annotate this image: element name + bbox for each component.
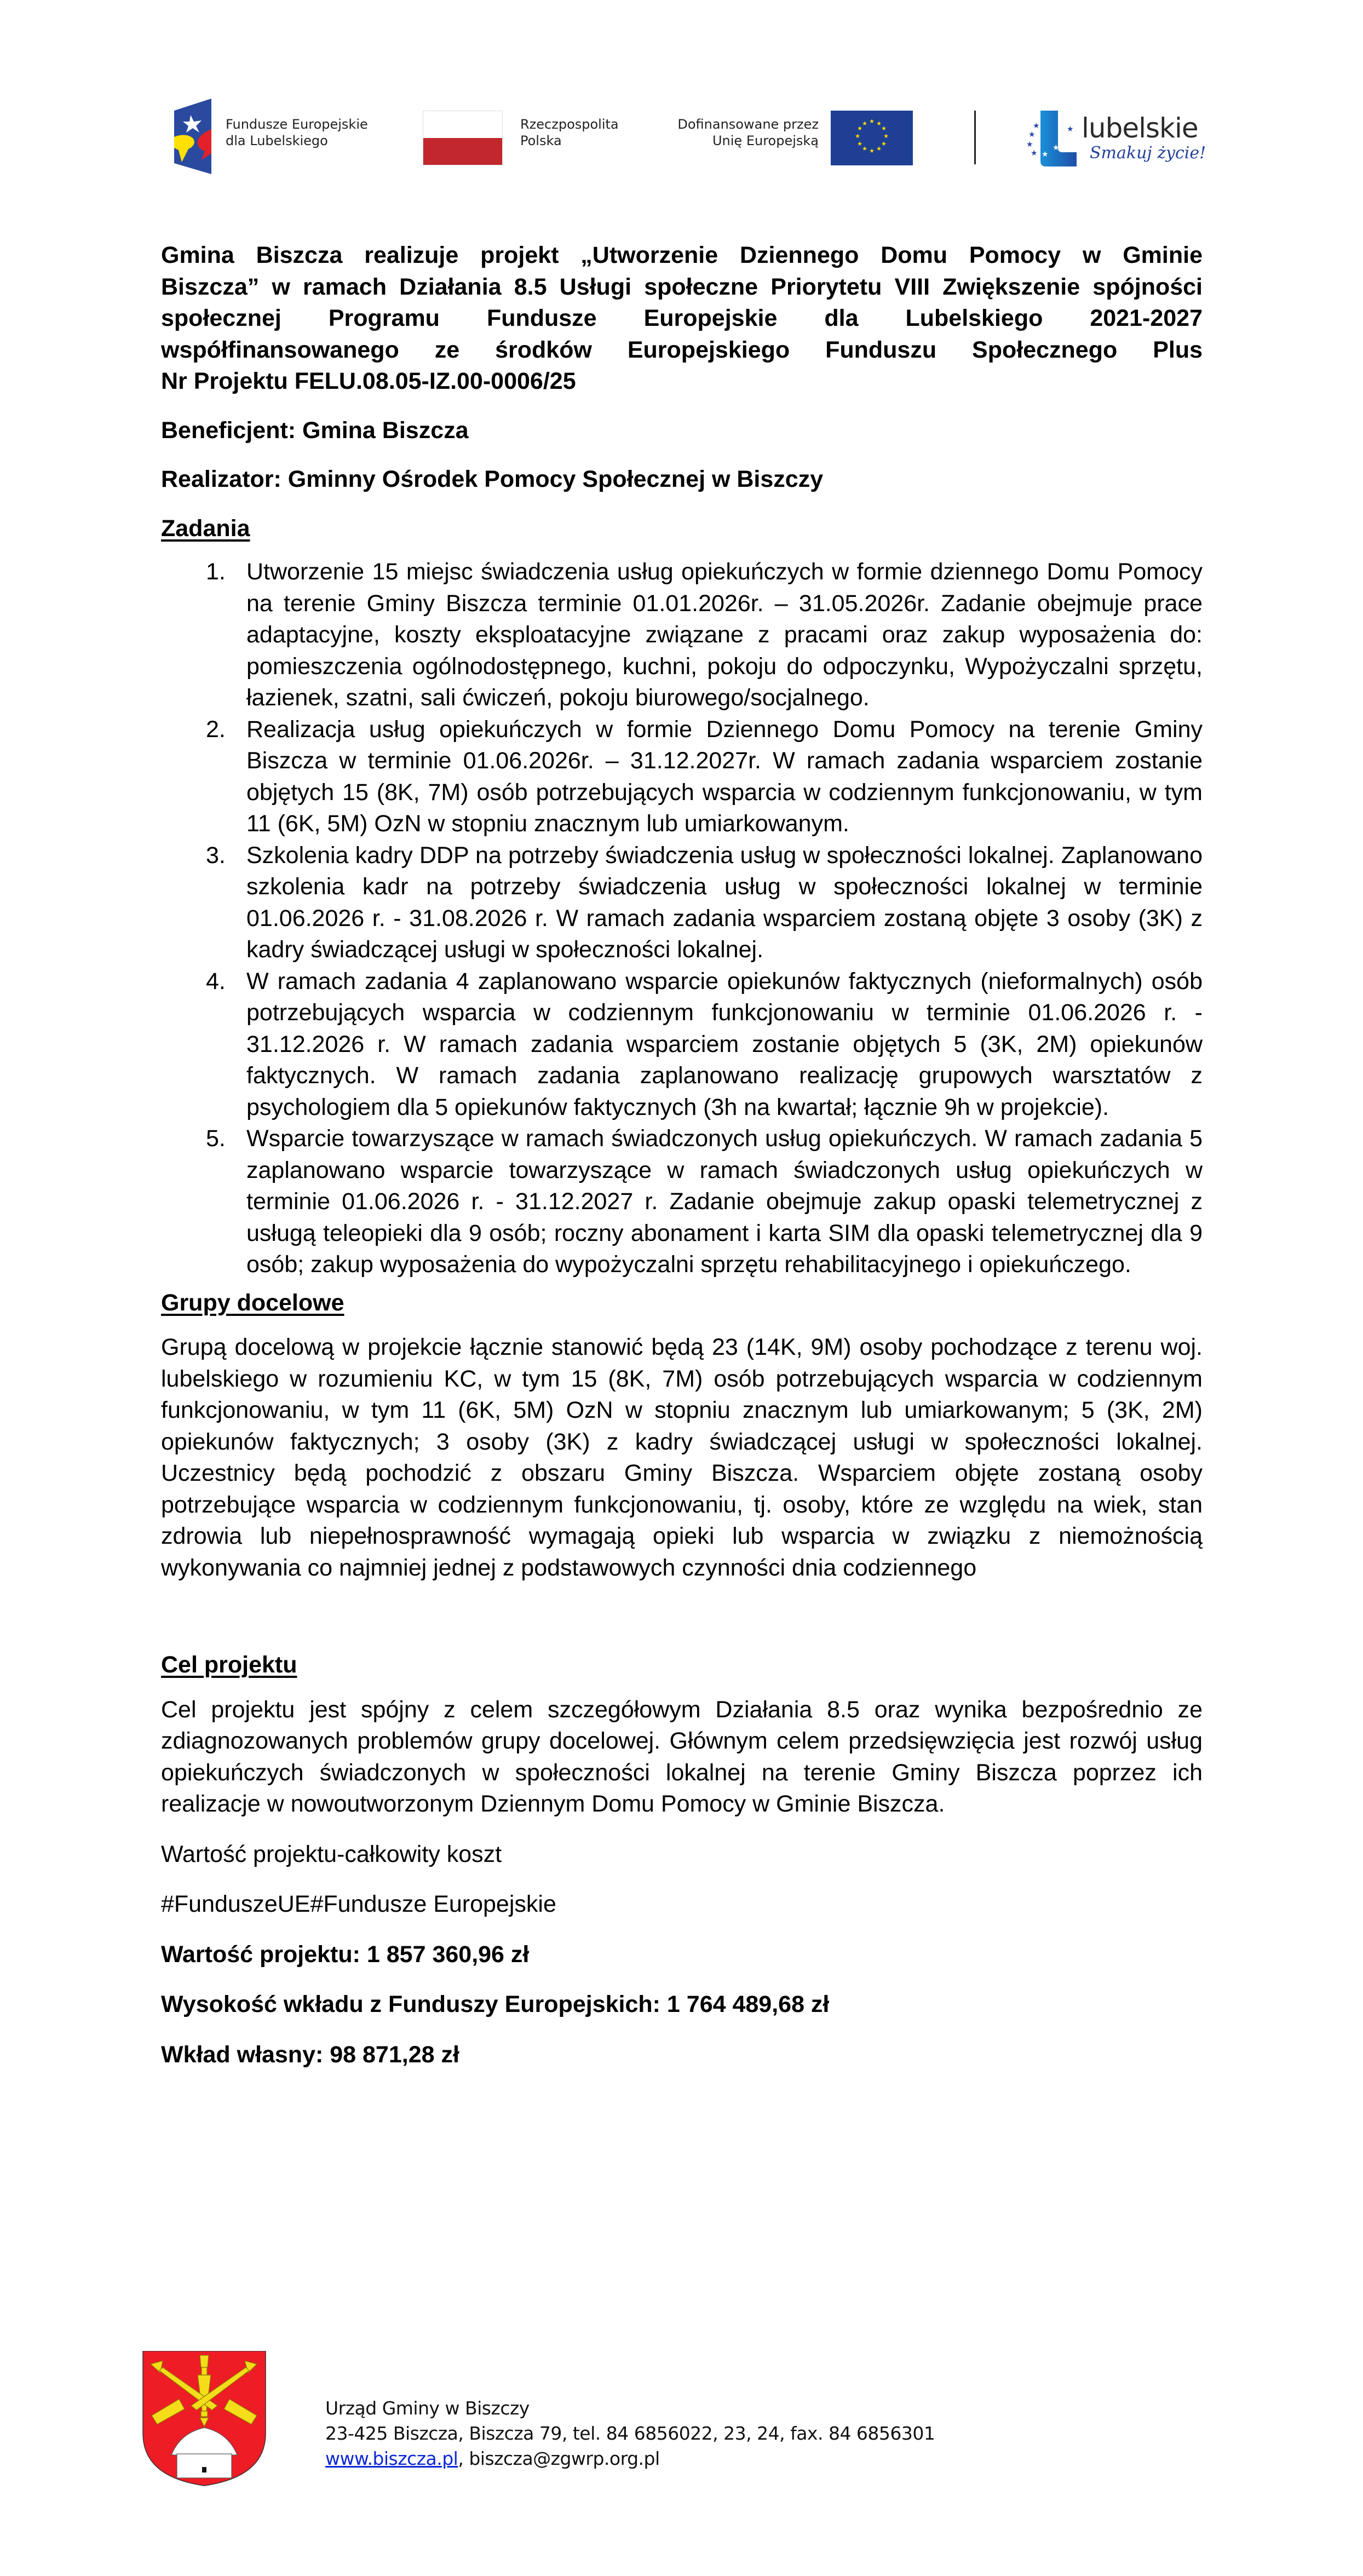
email-text: biszcza@zgwrp.org.pl <box>469 2448 660 2469</box>
website-link[interactable]: www.biszcza.pl <box>325 2448 458 2469</box>
office-address: 23-425 Biszcza, Biszcza 79, tel. 84 6856022, 23, 24, fax. 84 6856301 <box>325 2423 935 2444</box>
task-number: 5. <box>206 1125 226 1152</box>
task-text: Szkolenia kadry DDP na potrzeby świadczenia usług w społeczności lokalnej. Zaplanowano szkolenia kadr na potrzeby świadczenia usług w społeczności lokalnej w terminie 01.06.2026 r. - 31.08.2026 r. W ramach zadania wsparciem zostaną objęte 3 osoby (3K) z kadry świadczącej usługi w społeczności lokalnej. <box>246 842 1203 963</box>
office-name: Urząd Gminy w Biszczy <box>325 2397 530 2419</box>
svg-text:★: ★ <box>855 133 860 140</box>
svg-text:★: ★ <box>1028 130 1036 139</box>
task-text: Realizacja usług opiekuńczych w formie Dziennego Domu Pomocy na terenie Gminy Biszcza w terminie 01.06.2026r. – 31.12.2027r. W ramach zadania wsparciem zostanie objętych 15 (8K, 7M) osób potrzebujących wsparcia w codziennym funkcjonowaniu, w tym 11 (6K, 5M) OzN w stopniu znacznym lub umiarkowanym. <box>246 716 1203 837</box>
task-number: 2. <box>206 716 226 743</box>
svg-text:★: ★ <box>881 140 887 147</box>
task-text: Utworzenie 15 miejsc świadczenia usług opiekuńczych w formie dziennego Domu Pomocy na terenie Gminy Biszcza terminie 01.01.2026r. – 31.05.2026r. Zadanie obejmuje prace adaptacyjne, koszty eksploatacyjne związane z pracami oraz zakup wyposażenia do: pomieszczenia ogólnodostępnego, kuchni, pokoju do odpoczynku, Wypożyczalni sprzętu, łazienek, szatni, sali ćwiczeń, pokoju biurowego/socjalnego. <box>246 559 1203 711</box>
svg-text:★: ★ <box>1042 150 1049 159</box>
eu-cofinancing-text <box>654 116 819 149</box>
own-contribution: Wkład własny: 98 871,28 zł <box>161 2041 459 2068</box>
eu-flag-icon <box>831 111 913 165</box>
svg-text:★: ★ <box>857 140 862 147</box>
svg-text:★: ★ <box>883 133 889 140</box>
svg-text:★: ★ <box>1033 122 1040 130</box>
hashtags: #FunduszeUE#Fundusze Europejskie <box>161 1891 556 1917</box>
project-value-label: Wartość projektu-całkowity koszt <box>161 1841 502 1867</box>
task-text: Wsparcie towarzyszące w ramach świadczonych usług opiekuńczych. W ramach zadania 5 zaplanowano wsparcie towarzyszące w ramach świadczonych usług opiekuńczych w terminie 01.06.2026 r. - 31.12.2027 r. Zadanie obejmuje zakup opaski telemetrycznej z usługą teleopieki dla 9 osób; roczny abonament i karta SIM dla opaski telemetrycznej dla 9 osób; zakup wyposażenia do wypożyczalni sprzętu rehabilitacyjnego i opiekuńczego. <box>246 1125 1203 1278</box>
svg-text:★: ★ <box>876 120 882 127</box>
title-line: współfinansowanego ze środków Europejskiego Funduszu Społecznego Plus <box>161 336 1203 363</box>
title-line: Nr Projektu FELU.08.05-IZ.00-0006/25 <box>161 368 576 394</box>
fundusze-europejskie-icon <box>174 99 214 174</box>
lubelskie-tagline: Smakuj życie! <box>1090 143 1206 163</box>
tasks-heading: Zadania <box>161 515 250 542</box>
beneficiary: Beneficjent: Gmina Biszcza <box>161 417 469 444</box>
tasks-list <box>161 556 1203 1281</box>
project-value: Wartość projektu: 1 857 360,96 zł <box>161 1941 530 1968</box>
task-text: W ramach zadania 4 zaplanowano wsparcie opiekunów faktycznych (nieformalnych) osób potrzebujących wsparcia w codziennym funkcjonowaniu w terminie 01.06.2026 r. - 31.12.2026 r. W ramach zadania wsparciem zostanie objętych 5 (3K, 2M) opiekunów faktycznych. W ramach zadania zaplanowano realizację grupowych warsztatów z psychologiem dla 5 opiekunów faktycznych (3h na kwartał; łącznie 9h w projekcie). <box>246 968 1203 1120</box>
polish-flag-icon <box>423 111 503 165</box>
svg-text:★: ★ <box>862 145 867 152</box>
svg-text:★: ★ <box>869 147 875 154</box>
footer-contact <box>325 2396 935 2471</box>
eu-funds-contribution: Wysokość wkładu z Funduszy Europejskich: 1 764 489,68 zł <box>161 1991 830 2017</box>
fundusze-europejskie-text <box>226 116 368 149</box>
project-title <box>161 240 1203 398</box>
fe-line-1: Fundusze Europejskie <box>226 117 368 132</box>
coat-of-arms-icon <box>141 2351 268 2487</box>
rzeczpospolita-text <box>520 116 619 149</box>
task-item <box>161 966 1203 1124</box>
title-line: społecznej Programu Fundusze Europejskie dla Lubelskiego 2021-2027 <box>161 305 1203 331</box>
task-item <box>161 1123 1203 1281</box>
svg-text:★: ★ <box>862 120 867 127</box>
title-line: Gmina Biszcza realizuje projekt „Utworzenie Dziennego Domu Pomocy w Gminie <box>161 242 1203 268</box>
lubelskie-wordmark: lubelskie <box>1082 112 1198 144</box>
project-goal-heading: Cel projektu <box>161 1652 297 1678</box>
pl-line-2: Polska <box>520 133 562 148</box>
task-item <box>161 840 1203 966</box>
svg-text:★: ★ <box>1031 149 1038 158</box>
svg-text:★: ★ <box>1053 143 1060 152</box>
task-number: 1. <box>206 559 226 585</box>
target-groups-text: Grupą docelową w projekcie łącznie stanowić będą 23 (14K, 9M) osoby pochodzące z terenu woj. lubelskiego w rozumieniu KC, w tym 15 (8K, 7M) osób potrzebujących wsparcia w codziennym funkcjonowaniu, w tym 11 (6K, 5M) OzN w stopniu znacznym lub umiarkowanym; 5 (3K, 2M) opiekunów faktycznych; 3 osoby (3K) z kadry świadczącej usługi w społeczności lokalnej. Uczestnicy będą pochodzić z obszaru Gminy Biszcza. Wsparciem objęte zostaną osoby potrzebujące wsparcia w codziennym funkcjonowaniu, tj. osoby, które ze względu na wiek, stan zdrowia lub niepełnosprawność wymagają opieki lub wsparcia w związku z niemożnością wykonywania co najmniej jednej z podstawowych czynności dnia codziennego <box>161 1334 1203 1581</box>
title-line: Biszcza” w ramach Działania 8.5 Usługi społeczne Priorytetu VIII Zwiększenie spójności <box>161 273 1203 300</box>
svg-text:★: ★ <box>869 118 875 125</box>
target-groups-heading: Grupy docelowe <box>161 1289 344 1316</box>
task-item <box>161 714 1203 840</box>
implementer: Realizator: Gminny Ośrodek Pomocy Społecznej w Biszczy <box>161 466 824 492</box>
svg-text:★: ★ <box>881 125 887 132</box>
task-number: 3. <box>206 842 226 869</box>
document-body <box>161 240 1203 2071</box>
svg-text:★: ★ <box>1067 125 1074 134</box>
svg-text:★: ★ <box>857 125 862 132</box>
task-number: 4. <box>206 968 226 994</box>
svg-text:★: ★ <box>1026 140 1033 149</box>
svg-text:★: ★ <box>876 145 882 152</box>
contact-links <box>325 2446 935 2471</box>
task-item <box>161 556 1203 714</box>
fe-line-2: dla Lubelskiego <box>226 133 328 148</box>
separator: , <box>458 2448 469 2469</box>
project-goal-text: Cel projektu jest spójny z celem szczegółowym Działania 8.5 oraz wynika bezpośrednio ze zdiagnozowanych problemów grupy docelowej. Głównym celem przedsięwzięcia jest rozwój usług opiekuńczych świadczonych w społeczności lokalnej na terenie Gminy Biszcza poprzez ich realizacje w nowoutworzonym Dziennym Domu Pomocy w Gminie Biszcza. <box>161 1696 1203 1817</box>
pl-line-1: Rzeczpospolita <box>520 117 619 132</box>
logo-divider <box>974 111 976 164</box>
eu-line-2: Unię Europejską <box>712 133 819 148</box>
eu-line-1: Dofinansowane przez <box>677 117 819 132</box>
